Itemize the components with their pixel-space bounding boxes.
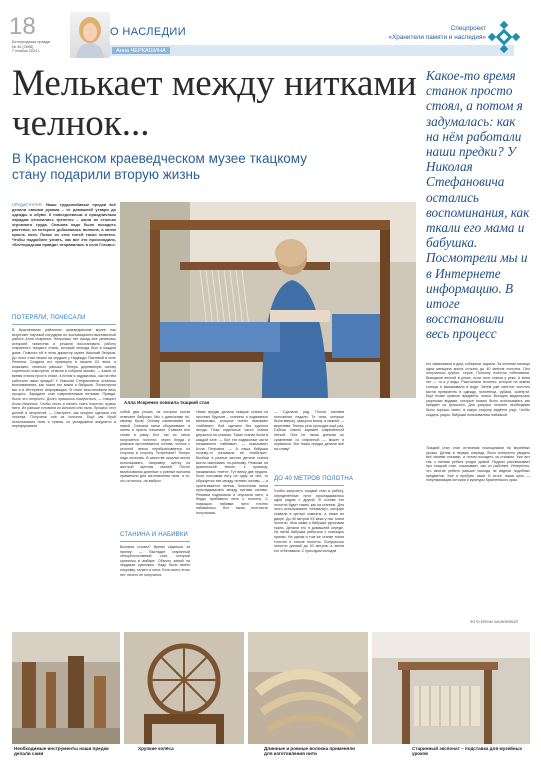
pull-quote: Какое-то время станок просто стоял, а потом я задумалась: как на нём работали наши предки? У Николая Стефановича остались воспоминания, как ткали его мама и бабушка. Посмотрели мы и в Интернете информацию. В итоге восстановили весь процесс [426,68,530,342]
issue-meta-line: № 45 (2698) [12,44,34,49]
lead-label: ПРЕДИСТОРИЯ. [12,202,43,207]
photo-tools [12,632,120,744]
photo-wheels [124,632,244,744]
body-column-5b: Ткацкий стан стал отличным помощником на музейных уроках. Детям, в первую очередь, было интересно увидеть всё своими глазами, а потом посидеть за станком. Уже вот так: с нитями ребята уходят домой. Педагог рассказывает про ткацкий стан, показывает, как он работает. Интересно, что многие ребята раньше никогда не видели подобных предметов. Уже и пробуют сами. В итоге, наша цель — популяризация истории и культуры Красненского края. [426,446,530,483]
author-name: Анна ЧЕРКАШИНА [112,47,170,54]
lead-text: Наши трудолюбивые предки всё делали своими руками – от домашней утвари до одежды и обуви. К повседневным и праздничным нарядам относились трепетно – шили их столько огромного труда. Сначала надо было посадить растение, из которого добывались волокна, а затем прясть нити. Позже из этих нитей ткали полотно. Чтобы подробнее узнать, как всё это происходило, «Белгородская правда» отправилась в село Готовье. [12,202,116,247]
photo-fibers [248,632,368,744]
caption-tools: Необходимые инструменты наши предки делали сами [14,746,109,757]
headline: Мелькает между нитками челнок... [12,63,417,144]
subhead-do-40: ДО 40 МЕТРОВ ПОЛОТНА [274,476,354,482]
header-blue-band [110,45,514,56]
project-label: Спецпроект [450,25,486,32]
issue-meta-line: 7 ноября 2024 г. [12,49,41,54]
subheadline: В Красненском краеведческом музее ткацкому стану подарили вторую жизнь [12,151,307,182]
photo-credit: ФОТО ЕЛЕНЫ ЧАННИКОВОЙ [470,620,518,624]
page-number: 18 [9,13,36,40]
body-column-2b: Волокна готовы? Время садиться за прялку! — Выглядит старинный четырёхсоставный стан, который хранился в амбаре. Обычно зимой на чердаках сушились. Надо было иметь сноровку, талант и опыт. Если всего этого нет, ничего не получится. [120,545,190,577]
subhead-potrepali: ПОТЕРЯЛИ, ПОЧЕСАЛИ [12,315,86,321]
issue-meta-line: Белгородская правда [12,40,50,44]
body-column-1: В Красненском районном краеведческом музее нас встречает научный сотрудник по экспозиционно-выставочной работе Алла Искренко. Несколько лет назад она увлеклась историей ткачества и решила восстановить работу старинного ткацкого стана, который некогда был в каждом доме. Помогал ей в этом директор музея Николай Лесуков. До этого стан лежал на чердаке у Надежды Пахтевой в селе Репенка. Создали его примерно в начале XX века, а возможно, немного раньше. Теперь деревянную основу тщательно осмотрели, отмыли и собрали заново. — Какое-то время станок просто стоял, а потом я задумалась, как на нём работали наши предки? У Николая Стефановича остались воспоминания, как ткали его мама и бабушка. Посмотрели мы и в Интернете информацию. В итоге восстановили весь процесс. Зарядили стан современными нитками. Правда, было это непросто. Долго пришлось помучиться, — говорит Алла Искренко. Чтобы сесть и начать ткать полотно, нужны нити. Их раньше готовили из конопли или льна. Процесс этот долгий и непростой. — Смотрите, как искусно сделана эта чесалка. Получена она из конопли. Ещё мы Ирой использовали нити и тряпки, их укладывали аккуратно и перекручивали. [12,328,116,429]
subhead-rule [120,541,190,542]
project-name: «Хранители памяти и наследия» [388,34,486,41]
body-column-2: собой два уткока, на которые потом отвечают бабушки. Мы с девочками по-своему были. Основу наматывают на навой. Сначала нитки оборачивают, а затем и прясть начинают. Ставили все снова в раму. Вот так из ниток получается полотно: через берда и ремизки протягивается основа, челнок с уточной нитью перебрасывается из стороны в сторону. Потрепали? Теперь надо почесать. В качестве чесалки могли использовать, например, щётку из жесткой щетины свиней. После вычёсывания длинные и ровные волокна применяли для изготовления нити, а то, что осталось, на выброс. [120,410,190,483]
page-header [0,0,541,62]
subhead-rule [274,485,344,486]
subhead-stanina: СТАНИНА И НАБИВКИ [120,532,189,538]
body-column-3: Наши предки делали ткацкие станки из прочных брусьев – станины и подвижные механизмы, которые потом называют «набивки». Всё сделано без единого гвоздя. Пока отдельные части станка держатся на клиньях. Такие станки были в каждой хате. — Вот эти подвижные части называются «набивки», — показывает Алла Петровна. — А наша бабушка почему-то называла её «набилки». Вообще в разных местах детали станка могли именовать по-разному. Ремизки на красненской земле, к примеру, называлась «нити». Тут венку две педали. Если поставим ногу на одну из них, то образуется зев между нитями основы — и протягивается челнок. Челночная нитка прокладывалась между нитями основы. Ремизки поднимали и опускали нити, а бердо прибивало нить к полотну. С помощью набивки нити плотно набивались. Вот такая плотность получалась. [196,410,268,516]
lead-paragraph [12,202,116,247]
ornament-logo-icon [488,21,520,53]
body-column-5: его замачивали в дом, собирали, варили. За осенние месяцы одна женщина могла соткать до 40 метров полотна. Оно получалось грубое, серое. Поэтому полотно отбеливали. Выводили весной в речке, если сели станки у реки. А всем нет — то и у воды. Расстилали полотно, которое на землю солнца и вымачивали в воде. Затем уже светлое полотно могли превратить в одежду, полотенца, рубахи, скатерти. Ещё позже нужные предметы, пояса. Выгодно выделялась узорными видами, которые можно было использовать как предмет из прошлого. Для узорных полотен необходимо было хорошо знать, в какую сторону ведётся узор. Чтобы создать узоры, бабушки пользовались набивкой. [426,362,530,417]
author-avatar [70,12,110,58]
issue-meta [12,40,50,54]
main-photo-weaver [120,202,416,398]
photo-exhibit [372,632,530,744]
caption-fibers: Длинные и ровные волокна применяли для изготовления нити [264,746,355,757]
caption-exhibit: Старинный экспонат – подставка для музейных уроков [412,746,523,757]
caption-wheels: Хрупкие колёса [138,746,174,751]
body-column-4b: Чтобы запустить ткацкий стан в работу, определённые нити прокладывались одна рядом с другой. В основе это полотно будет таким, как на станине. Для этого использовали «сновалку», которую ставили в центре комнаты, а также во дворе. До 40 метров XX века у нас ткали полотно. Моя мама и бабушка рулонами ткали. Делали его в домашней середе. Из нитки бабушка работала с помощью прялки. На одном и том же станке ткали толстое и тонкое полотно. Получалось полотно длиной до 40 метров, а затем его отбеливали. С приходом холодов [274,489,344,553]
main-photo-caption: Алла Искренко освоила ткацкий стан [124,400,210,405]
subhead-rule [12,324,116,325]
section-title: О НАСЛЕДИИ [110,26,187,38]
body-column-4: — Сделали ряд. Потом меняем положение педали. Те нити, которые были вверху, окажутся внизу, а нижние — верхними. Теперь уток проходит ещё раз. Сейчас станок заряжен современной ниткой. Она не такая крепкая по сравнению со старинной — может и порваться. Вот наши предки делали всё на славу! [274,410,344,451]
